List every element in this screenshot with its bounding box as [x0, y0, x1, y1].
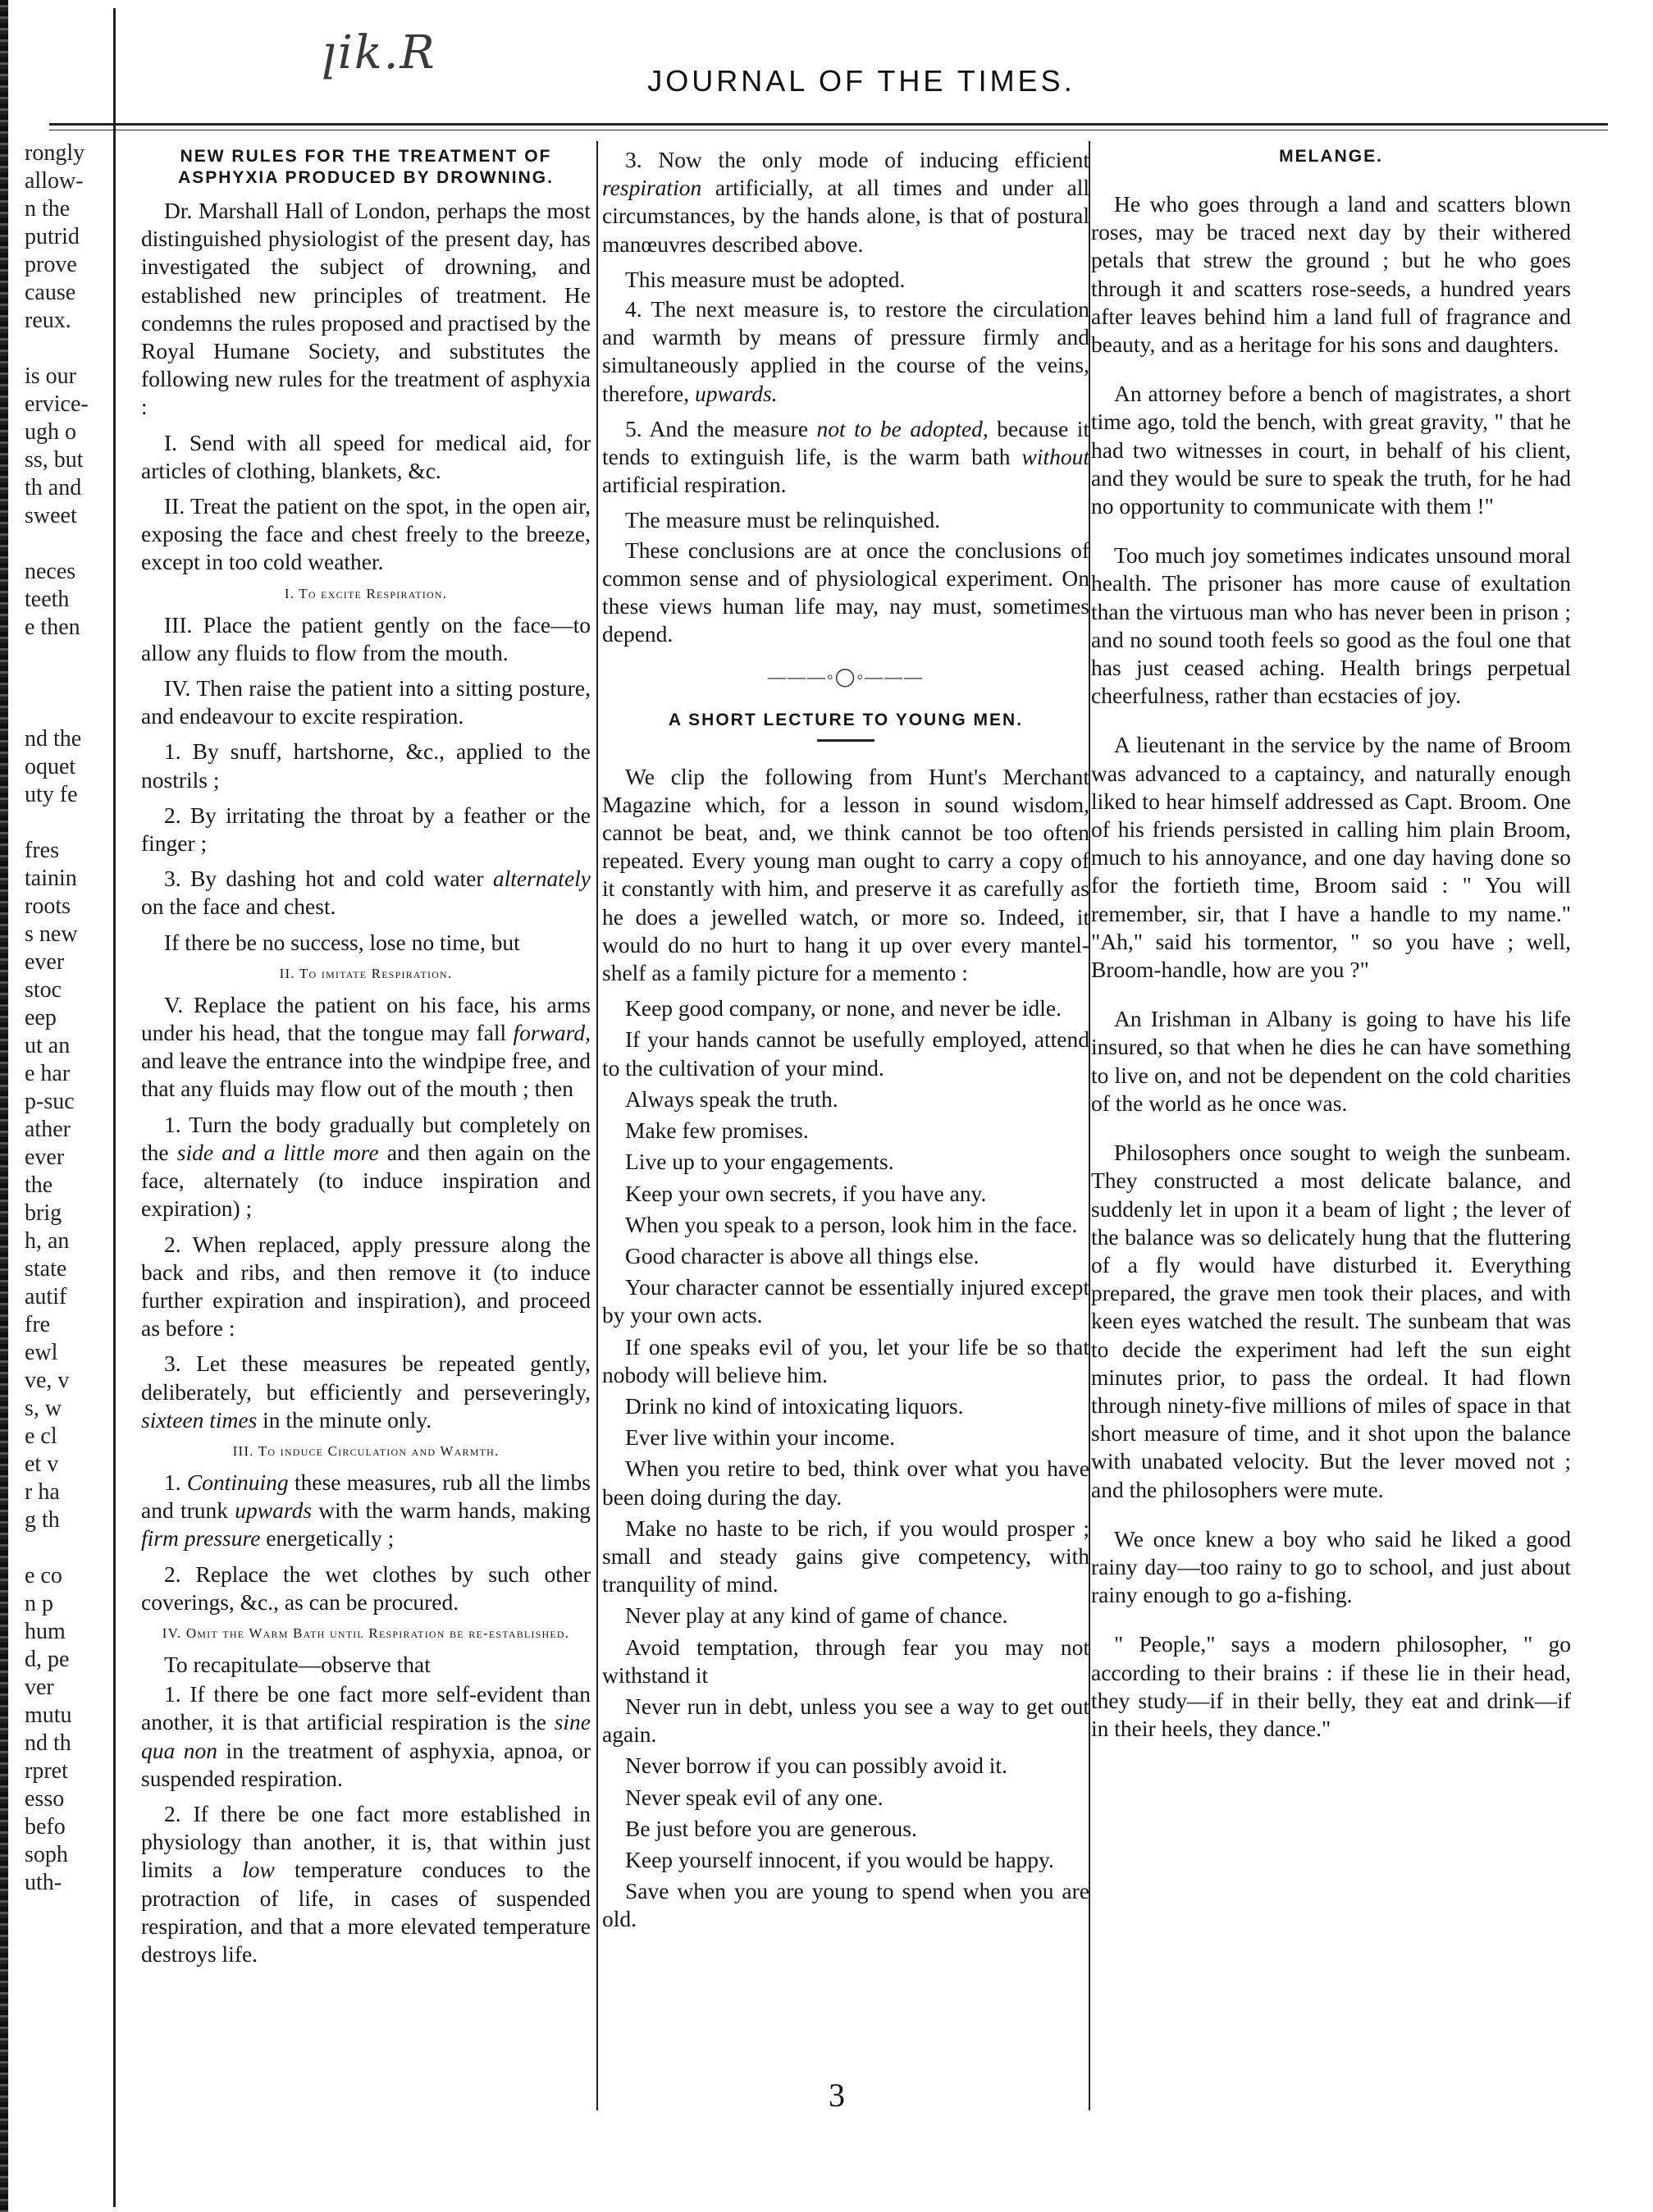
- margin-fragment: d, pe: [25, 1647, 70, 1672]
- margin-fragment: the: [25, 1172, 53, 1198]
- margin-fragment: [25, 1534, 107, 1562]
- margin-fragment: e then: [25, 615, 80, 640]
- margin-fragment: [25, 809, 107, 837]
- margin-fragment: [25, 335, 107, 363]
- article-paragraph: I. Send with all speed for medical aid, for articles of clothing, blankets, &c.: [141, 429, 591, 483]
- margin-fragment: h, an: [25, 1228, 70, 1254]
- margin-fragment: allow-: [25, 168, 84, 194]
- binding-edge: [0, 0, 8, 2212]
- heading-rule: [817, 739, 874, 742]
- subheading: IV. Omit the Warm Bath until Respiration be re-established.: [162, 1625, 570, 1641]
- article-heading-lecture: A SHORT LECTURE TO YOUNG MEN.: [668, 710, 1024, 729]
- article-paragraph: 3. By dashing hot and cold water alternately on the face and chest.: [141, 866, 591, 920]
- margin-fragment: ervice-: [25, 391, 89, 417]
- subheading: III. To induce Circulation and Warmth.: [232, 1442, 500, 1459]
- margin-fragment: ve, v: [25, 1368, 70, 1393]
- margin-fragment: eep: [25, 1005, 57, 1031]
- column-lecture: [602, 146, 1089, 2173]
- handwritten-mark: ꞁ𝑖𝑘.𝑅: [322, 26, 436, 80]
- lecture-rule: Keep your own secrets, if you have any.: [625, 1180, 987, 1206]
- margin-fragment: teeth: [25, 587, 70, 612]
- header-rule: [49, 123, 1608, 126]
- margin-fragment: uty fe: [25, 782, 78, 807]
- article-paragraph: 3. Let these measures be repeated gently, deliberately, but efficiently and perseveringly, sixteen times in the minute only.: [141, 1351, 591, 1433]
- margin-fragment: roots: [25, 893, 71, 919]
- column-melange: [1091, 146, 1571, 2173]
- margin-fragment: fres: [25, 838, 59, 863]
- lecture-rule: Avoid temptation, through fear you may not withstand it: [602, 1634, 1089, 1688]
- margin-fragment: oquet: [25, 754, 76, 779]
- margin-fragment: cause: [25, 280, 76, 305]
- lecture-rule: When you speak to a person, look him in the face.: [625, 1211, 1078, 1237]
- margin-fragment: nd th: [25, 1730, 71, 1756]
- margin-fragment: ut an: [25, 1033, 71, 1058]
- article-paragraph: An attorney before a bench of magistrates, a short time ago, told the bench, with great gravity, " that he had two witnesses in court, in behalf of his client, and they would be sure to speak the truth, for he had no opportunity to communicate with them !": [1091, 381, 1571, 519]
- left-border-rule: [113, 8, 116, 2207]
- margin-fragment: [25, 530, 107, 558]
- article-paragraph: This measure must be adopted.: [625, 266, 906, 292]
- margin-fragment: ss, but: [25, 447, 84, 473]
- margin-fragment: ver: [25, 1675, 54, 1700]
- article-paragraph: 2. By irritating the throat by a feather or the finger ;: [141, 802, 591, 857]
- margin-fragment: [25, 697, 107, 725]
- article-paragraph: 1. If there be one fact more self-evident than another, it is that artificial respiration is the sine qua non in the treatment of asphyxia, apnoa, or suspended respiration.: [141, 1681, 591, 1791]
- margin-fragment: e har: [25, 1061, 71, 1086]
- margin-fragment: reux.: [25, 308, 71, 333]
- article-paragraph: Philosophers once sought to weigh the sunbeam. They constructed a most delicate balance, and suddenly let in upon it a beam of light ; the lever of the balance was so delicately hung that the fluttering of a fly would have disturbed it. Everything prepared, the grave men took their places, and with keen eyes watched the result. The sunbeam that was to decide the experiment had left the sun eight minutes prior, to pass the ordeal. It had flown through ninety-five millions of miles of space in that short measure of time, and it shot upon the balance with unabated velocity. But the lever moved not ; and the philosophers were mute.: [1091, 1140, 1571, 1502]
- article-paragraph: " People," says a modern philosopher, " go according to their brains : if these lie in their head, they study—if in their belly, they eat and drink—if in their heels, they dance.": [1091, 1631, 1571, 1741]
- subheading: I. To excite Respiration.: [284, 585, 448, 601]
- article-paragraph: 4. The next measure is, to restore the circulation and warmth by means of pressure firmly and simultaneously applied in the course of the veins, therefore, upwards.: [602, 296, 1089, 406]
- margin-fragment: fre: [25, 1312, 51, 1337]
- article-paragraph: III. Place the patient gently on the face—to allow any fluids to flow from the mouth.: [141, 611, 591, 665]
- margin-fragment: r ha: [25, 1479, 60, 1505]
- margin-fragment: state: [25, 1256, 67, 1282]
- article-paragraph: An Irishman in Albany is going to have his life insured, so that when he dies he can have something to live on, and not be dependent on the cold charities of the world as he once was.: [1091, 1006, 1571, 1116]
- article-paragraph: V. Replace the patient on his face, his arms under his head, that the tongue may fall forward, and leave the entrance into the windpipe free, and that any fluids may flow out of the mouth ; then: [141, 991, 591, 1102]
- previous-page-column-fragments: [25, 139, 107, 2191]
- page-number: 3: [829, 2077, 845, 2114]
- margin-fragment: p-suc: [25, 1089, 75, 1114]
- lecture-rule: Keep good company, or none, and never be idle.: [625, 995, 1062, 1021]
- article-paragraph: If there be no success, lose no time, but: [164, 929, 520, 955]
- margin-fragment: prove: [25, 252, 77, 277]
- margin-fragment: g th: [25, 1507, 60, 1533]
- margin-fragment: ather: [25, 1117, 71, 1142]
- lecture-rule: If your hands cannot be usefully employed, attend to the cultivation of your mind.: [602, 1026, 1089, 1081]
- margin-fragment: et v: [25, 1451, 59, 1477]
- article-paragraph: 2. If there be one fact more established in physiology than another, it is, that within just limits a low temperature conduces to the protraction of life, in cases of suspended respiration, and that a more elevated temperature destroys life.: [141, 1800, 591, 1967]
- margin-fragment: neces: [25, 559, 76, 584]
- article-paragraph: He who goes through a land and scatters blown roses, may be traced next day by their withered petals that strew the ground ; but he who goes through it and scatters rose-seeds, a hundred years after leaves behind him a land full of fragrance and beauty, and as a heritage for his sons and daughters.: [1091, 191, 1571, 358]
- margin-fragment: rpret: [25, 1758, 68, 1784]
- article-paragraph: 1. By snuff, hartshorne, &c., applied to the nostrils ;: [141, 738, 591, 793]
- margin-fragment: esso: [25, 1786, 65, 1812]
- margin-fragment: ugh o: [25, 419, 76, 445]
- margin-fragment: n the: [25, 196, 71, 222]
- section-ornament: ———◦◯◦———: [767, 666, 925, 688]
- masthead-title: JOURNAL OF THE TIMES.: [647, 64, 1075, 98]
- margin-fragment: [25, 642, 107, 670]
- lecture-rule: If one speaks evil of you, let your life be so that nobody will believe him.: [602, 1333, 1089, 1387]
- lecture-rule: Be just before you are generous.: [625, 1815, 917, 1841]
- article-paragraph: IV. Then raise the patient into a sitting posture, and endeavour to excite respiration.: [141, 675, 591, 729]
- lecture-rule: Your character cannot be essentially injured except by your own acts.: [602, 1274, 1089, 1328]
- lecture-rule: Drink no kind of intoxicating liquors.: [625, 1392, 964, 1419]
- article-paragraph: II. Treat the patient on the spot, in the open air, exposing the face and chest freely to the breeze, except in too cold weather.: [141, 493, 591, 575]
- margin-fragment: uth-: [25, 1870, 62, 1895]
- margin-fragment: ever: [25, 949, 65, 975]
- margin-fragment: autif: [25, 1284, 67, 1309]
- article-paragraph: 5. And the measure not to be adopted, because it tends to extinguish life, is the warm bath without artificial respiration.: [602, 415, 1089, 498]
- article-paragraph: The measure must be relinquished.: [625, 507, 941, 533]
- lecture-rule: When you retire to bed, think over what you have been doing during the day.: [602, 1456, 1089, 1510]
- article-heading-melange: MELANGE.: [1279, 147, 1383, 166]
- margin-fragment: e cl: [25, 1424, 57, 1449]
- article-heading-asphyxia: NEW RULES FOR THE TREATMENT OF ASPHYXIA PRODUCED BY DROWNING.: [178, 147, 554, 187]
- article-paragraph: 3. Now the only mode of inducing efficient respiration artificially, at all times and under all circumstances, by the hands alone, is that of postural manœuvres described above.: [602, 147, 1089, 257]
- article-paragraph: 2. When replaced, apply pressure along the back and ribs, and then remove it (to induce further expiration and inspiration), and proceed as before :: [141, 1231, 591, 1341]
- lecture-rules-list: [602, 994, 1089, 1933]
- lecture-rule: Always speak the truth.: [625, 1085, 838, 1112]
- margin-fragment: tainin: [25, 866, 77, 891]
- article-paragraph: 1. Continuing these measures, rub all the limbs and trunk upwards with the warm hands, making firm pressure energetically ;: [141, 1469, 591, 1552]
- column-asphyxia-rules: [141, 146, 591, 2173]
- lecture-rule: Make few promises.: [625, 1117, 809, 1144]
- margin-fragment: sweet: [25, 503, 77, 528]
- lecture-rule: Save when you are young to spend when you are old.: [602, 1878, 1089, 1932]
- article-paragraph: 2. Replace the wet clothes by such other coverings, &c., as can be procured.: [141, 1561, 591, 1615]
- article-paragraph: Too much joy sometimes indicates unsound moral health. The prisoner has more cause of exultation than the virtuous man who has never been in prison ; and no sound tooth feels so good as the foul one that has just ceased aching. Health brings perpetual cheerfulness, rather than ecstacies of joy.: [1091, 542, 1571, 709]
- article-paragraph: A lieutenant in the service by the name of Broom was advanced to a captaincy, and naturally enough liked to hear himself addressed as Capt. Broom. One of his friends persisted in calling him plain Broom, much to his annoyance, and one day having done so for the fortieth time, Broom said : " You will remember, sir, that I have a handle to my name." "Ah," said his tormentor, " so you have ; well, Broom-handle, how are you ?": [1091, 732, 1571, 983]
- lecture-rule: Never run in debt, unless you see a way to get out again.: [602, 1693, 1089, 1748]
- lecture-rule: Never borrow if you can possibly avoid it.: [625, 1753, 1007, 1779]
- article-paragraph: 1. Turn the body gradually but completely on the side and a little more and then again on the face, alternately (to induce inspiration and expiration) ;: [141, 1111, 591, 1222]
- article-paragraph: These conclusions are at once the conclusions of common sense and of physiological experiment. On these views human life may, nay must, sometimes depend.: [602, 537, 1089, 647]
- article-paragraph: Dr. Marshall Hall of London, perhaps the most distinguished physiologist of the present day, has investigated the subject of drowning, and established new principles of treatment. He condemns the rules proposed and practised by the Royal Humane Society, and substitutes the following new rules for the treatment of asphyxia :: [141, 198, 591, 420]
- margin-fragment: brig: [25, 1200, 62, 1226]
- margin-fragment: s new: [25, 921, 78, 947]
- margin-fragment: ever: [25, 1145, 65, 1170]
- lecture-rule: Keep yourself innocent, if you would be happy.: [625, 1846, 1054, 1872]
- margin-fragment: putrid: [25, 224, 80, 249]
- lecture-rule: Good character is above all things else.: [625, 1242, 979, 1268]
- margin-fragment: hum: [25, 1619, 66, 1644]
- margin-fragment: soph: [25, 1842, 68, 1867]
- article-paragraph: We once knew a boy who said he liked a good rainy day—too rainy to go to school, and just about rainy enough to go a-fishing.: [1091, 1525, 1571, 1608]
- margin-fragment: e co: [25, 1563, 62, 1588]
- margin-fragment: th and: [25, 475, 82, 500]
- margin-fragment: s, w: [25, 1396, 62, 1421]
- margin-fragment: mutu: [25, 1702, 72, 1728]
- margin-fragment: stoc: [25, 977, 62, 1003]
- margin-fragment: is our: [25, 363, 76, 389]
- lecture-rule: Live up to your engagements.: [625, 1149, 894, 1175]
- lecture-rule: Never speak evil of any one.: [625, 1784, 884, 1810]
- margin-fragment: rongly: [25, 140, 85, 166]
- subheading: II. To imitate Respiration.: [279, 965, 453, 981]
- column-divider-1: [596, 141, 598, 2110]
- lecture-rule: Never play at any kind of game of chance.: [625, 1602, 1008, 1629]
- margin-fragment: befo: [25, 1814, 66, 1840]
- margin-fragment: [25, 670, 107, 697]
- margin-fragment: nd the: [25, 726, 82, 752]
- article-paragraph: We clip the following from Hunt's Merchant Magazine which, for a lesson in sound wisdom, cannot be beat, and, we think cannot be too often repeated. Every young man ought to carry a copy of it constantly with him, and preserve it as carefully as he does a jewelled watch, or more so. Indeed, it would do no hurt to hang it up over every mantel-shelf as a family picture for a memento :: [602, 763, 1089, 986]
- article-paragraph: To recapitulate—observe that: [164, 1651, 431, 1677]
- lecture-rule: Make no haste to be rich, if you would prosper ; small and steady gains give competency, with tranquility of mind.: [602, 1515, 1089, 1597]
- lecture-rule: Ever live within your income.: [625, 1424, 896, 1451]
- margin-fragment: ewl: [25, 1340, 58, 1365]
- margin-fragment: n p: [25, 1591, 53, 1616]
